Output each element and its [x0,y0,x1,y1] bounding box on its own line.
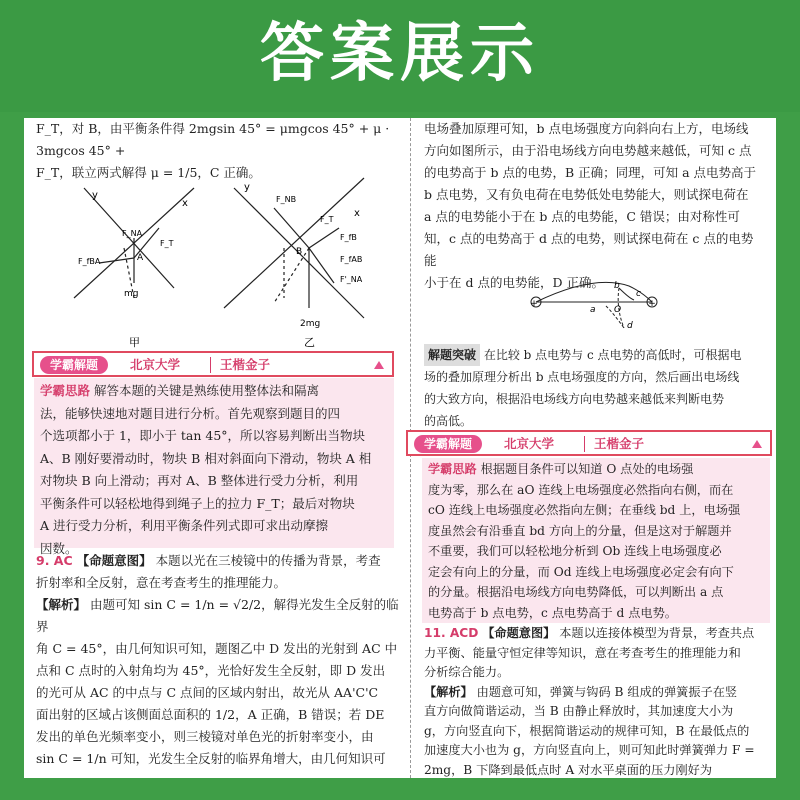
breakthrough-line: 场的叠加原理分析出 b 点电场强度的方向，然后画出电场线 [424,370,740,384]
thinking-line: A 进行受力分析，利用平衡条件列式即可求出动摩擦 [40,518,329,533]
right-line: 电场叠加原理可知，b 点电场强度方向斜向右上方，电场线 [424,121,749,136]
thinking-line: 的分量。根据沿电场线方向电势降低，可以判断出 a 点 [428,585,724,599]
q9-line: 的光可从 AC 的中点与 C 点间的区域内射出，故光从 AA'C'C [36,685,379,700]
question-9 [36,550,401,770]
thinking-line: A、B 刚好要滑动时，物块 B 相对斜面向下滑动，物块 A 相 [40,450,372,466]
breakthrough [424,344,769,432]
answer-sheet [24,118,776,778]
label-bar-right [406,430,772,456]
q11-intent-2: 力平衡、能量守恒定律等知识，意在考查考生的推理能力和 [424,645,741,660]
corner-mark-icon [752,440,762,448]
field-diagram [524,278,684,338]
tag-xueba: 学霸解题 [414,435,482,453]
thinking-line: 根据题目条件可以知道 O 点处的电场强 [480,462,694,476]
fig-left-a: A [137,253,144,263]
banner-title: 答案展示 [260,17,540,91]
q11-line: 加速度大小也为 g，方向竖直向上，则可知此时弹簧弹力 F = [424,743,755,757]
right-line: 知，c 点的电势高于 d 点的电势，则试探电荷在 c 点的电势能 [424,231,754,268]
q9-line: 由题可知 sin C = 1/n = √2/2，解得光发生全反射的临界 [36,597,399,634]
left-line-2: F_T，联立两式解得 μ = 1/5，C 正确。 [36,165,261,180]
q9-intent-2: 折射率和全反射，意在考查考生的推理能力。 [36,575,287,590]
breakthrough-line: 的高低。 [424,414,473,428]
fig-left-ffba: F_fBA [78,257,101,266]
fig-right-b: B [296,247,303,257]
breakthrough-line: 在比较 b 点电势与 c 点电势的高低时，可根据电 [483,348,742,362]
svg-text:+: + [530,299,538,309]
author-name: 王楷金子 [594,436,645,451]
fig-left-x: x [182,198,188,209]
q11-number: 11. ACD [424,626,479,640]
breakthrough-head: 解题突破 [424,344,480,366]
thinking-line: 定会有向上的分量，而 Od 连线上电场强度必定会有向下 [428,564,734,579]
q9-line: sin C = 1/n 可知，光发生全反射的临界角增大，由几何知识可 [36,751,386,766]
q11-intent-label: 【命题意图】 [482,626,556,640]
q11-analysis-label: 【解析】 [424,684,473,699]
q9-line: 点和 C 点时的入射角均为 45°，光恰好发生全反射，即 D 发出 [36,663,386,678]
separator [584,436,585,452]
thinking-line: 电势高于 b 点电势，c 点电势高于 d 点电势。 [428,605,677,620]
q9-intent-label: 【命题意图】 [76,553,152,568]
thinking-line: 不重要，我们可以轻松地分析到 Ob 连线上电场强度必 [428,544,722,558]
fig-right-ffb: F_fB [340,233,357,242]
field-label-a: a [590,305,596,315]
svg-text:+: + [648,299,656,309]
q11-line: 直方向做简谐运动，当 B 由静止释放时，其加速度大小为 [424,704,734,718]
fig-right-caption: 乙 [304,336,315,348]
q9-line: 发出的单色光频率变小，则三棱镜对单色光的折射率变小，由 [36,729,374,744]
university: 北京大学 [504,436,555,451]
university: 北京大学 [130,357,181,372]
fig-left-caption: 甲 [129,336,140,348]
thinking-line: 度虽然会有沿垂直 bd 方向上的分量，但是这对于解题并 [428,523,732,538]
thinking-head: 学霸思路 [428,462,477,476]
right-line: 小于在 d 点的电势能，D 正确。 [424,275,604,290]
thinking-line: cO 连线上电场强度必然指向左侧；在垂线 bd 上，电场强 [428,503,741,517]
author-name: 王楷金子 [220,357,271,372]
q11-intent-3: 分析综合能力。 [424,665,510,679]
right-line: 方向如图所示，由于沿电场线方向电势越来越低，可知 c 点 [424,143,752,158]
q11-line: 由题意可知，弹簧与钩码 B 组成的弹簧振子在竖 [476,684,738,699]
right-line: b 点电势，又有负电荷在电势低处电势能大，则试探电荷在 [424,187,749,202]
thinking-head: 学霸思路 [40,383,91,398]
right-column [424,118,764,294]
tag-xueba: 学霸解题 [40,356,108,374]
right-line: 的电势高于 b 点的电势，B 正确；同理，可知 a 点电势高于 [424,165,757,180]
fig-right-ffab: F_fAB [340,255,363,264]
separator [210,357,211,373]
q9-analysis-label: 【解析】 [36,597,87,612]
thinking-line: 对物块 B 向上滑动；再对 A、B 整体进行受力分析，利用 [40,473,359,488]
fig-right-2mg: 2mg [300,319,321,329]
fig-right-ft: F_T [320,215,334,224]
diagram-left [74,188,194,298]
thinking-line: 因数。 [40,540,78,556]
q9-line: 面出射的区域占该侧面总面积的 1/2，A 正确，B 错误；若 DE [36,707,385,722]
thinking-line: 平衡条件可以轻松地得到绳子上的拉力 F_T；最后对物块 [40,495,355,511]
fig-left-ft: F_T [160,239,174,248]
corner-mark-icon [374,361,384,369]
fig-right-y: y [244,182,250,193]
question-11 [424,624,769,778]
thinking-line: 个选项都小于 1，即小于 tan 45°，所以容易判断出当物块 [40,428,366,443]
label-bar-left [32,351,394,377]
right-line: a 点的电势能小于在 b 点的电势能，C 错误；由对称性可 [424,209,740,224]
q9-number: 9. AC [36,553,73,568]
thinking-line: 度为零，那么在 aO 连线上电场强度必然指向右侧，而在 [428,482,734,497]
banner [0,0,800,112]
fig-left-fna: F_NA [122,229,143,238]
force-diagram [64,168,384,348]
thinking-line: 法，能够快速地对题目进行分析。首先观察到题目的四 [40,405,341,421]
fig-right-fna: F'_NA [340,275,363,284]
q11-intent: 本题以连接体模型为背景，考查共点 [559,626,755,640]
field-label-b: b [614,281,620,291]
left-line-1: F_T，对 B，由平衡条件得 2mgsin 45° = μmgcos 45° + μ · 3mgcos 45° + [36,121,390,158]
fig-left-y: y [92,190,98,201]
thinking-line: 解答本题的关键是熟练使用整体法和隔离 [94,383,320,398]
field-label-c: c [636,289,641,299]
q9-intent: 本题以光在三棱镜中的传播为背景，考查 [155,553,381,568]
q9-line: 角 C = 45°，由几何知识可知，题图乙中 D 发出的光射到 AC 中 [36,641,398,656]
breakthrough-line: 的大致方向，根据沿电场线方向电势越来越低来判断电势 [424,392,725,406]
q11-line: 2mg，B 下降到最低点时 A 对水平桌面的压力刚好为 [424,762,713,777]
q11-line: g，方向竖直向下，根据简谐运动的规律可知，B 在最低点的 [424,723,750,738]
fig-right-fnb: F_NB [276,195,297,204]
field-label-o: O [614,305,622,315]
thinking-box-left [34,378,394,556]
field-label-d: d [627,321,633,331]
fig-right-x: x [354,208,360,219]
thinking-box-right [422,458,770,623]
fig-left-mg: mg [124,289,139,299]
